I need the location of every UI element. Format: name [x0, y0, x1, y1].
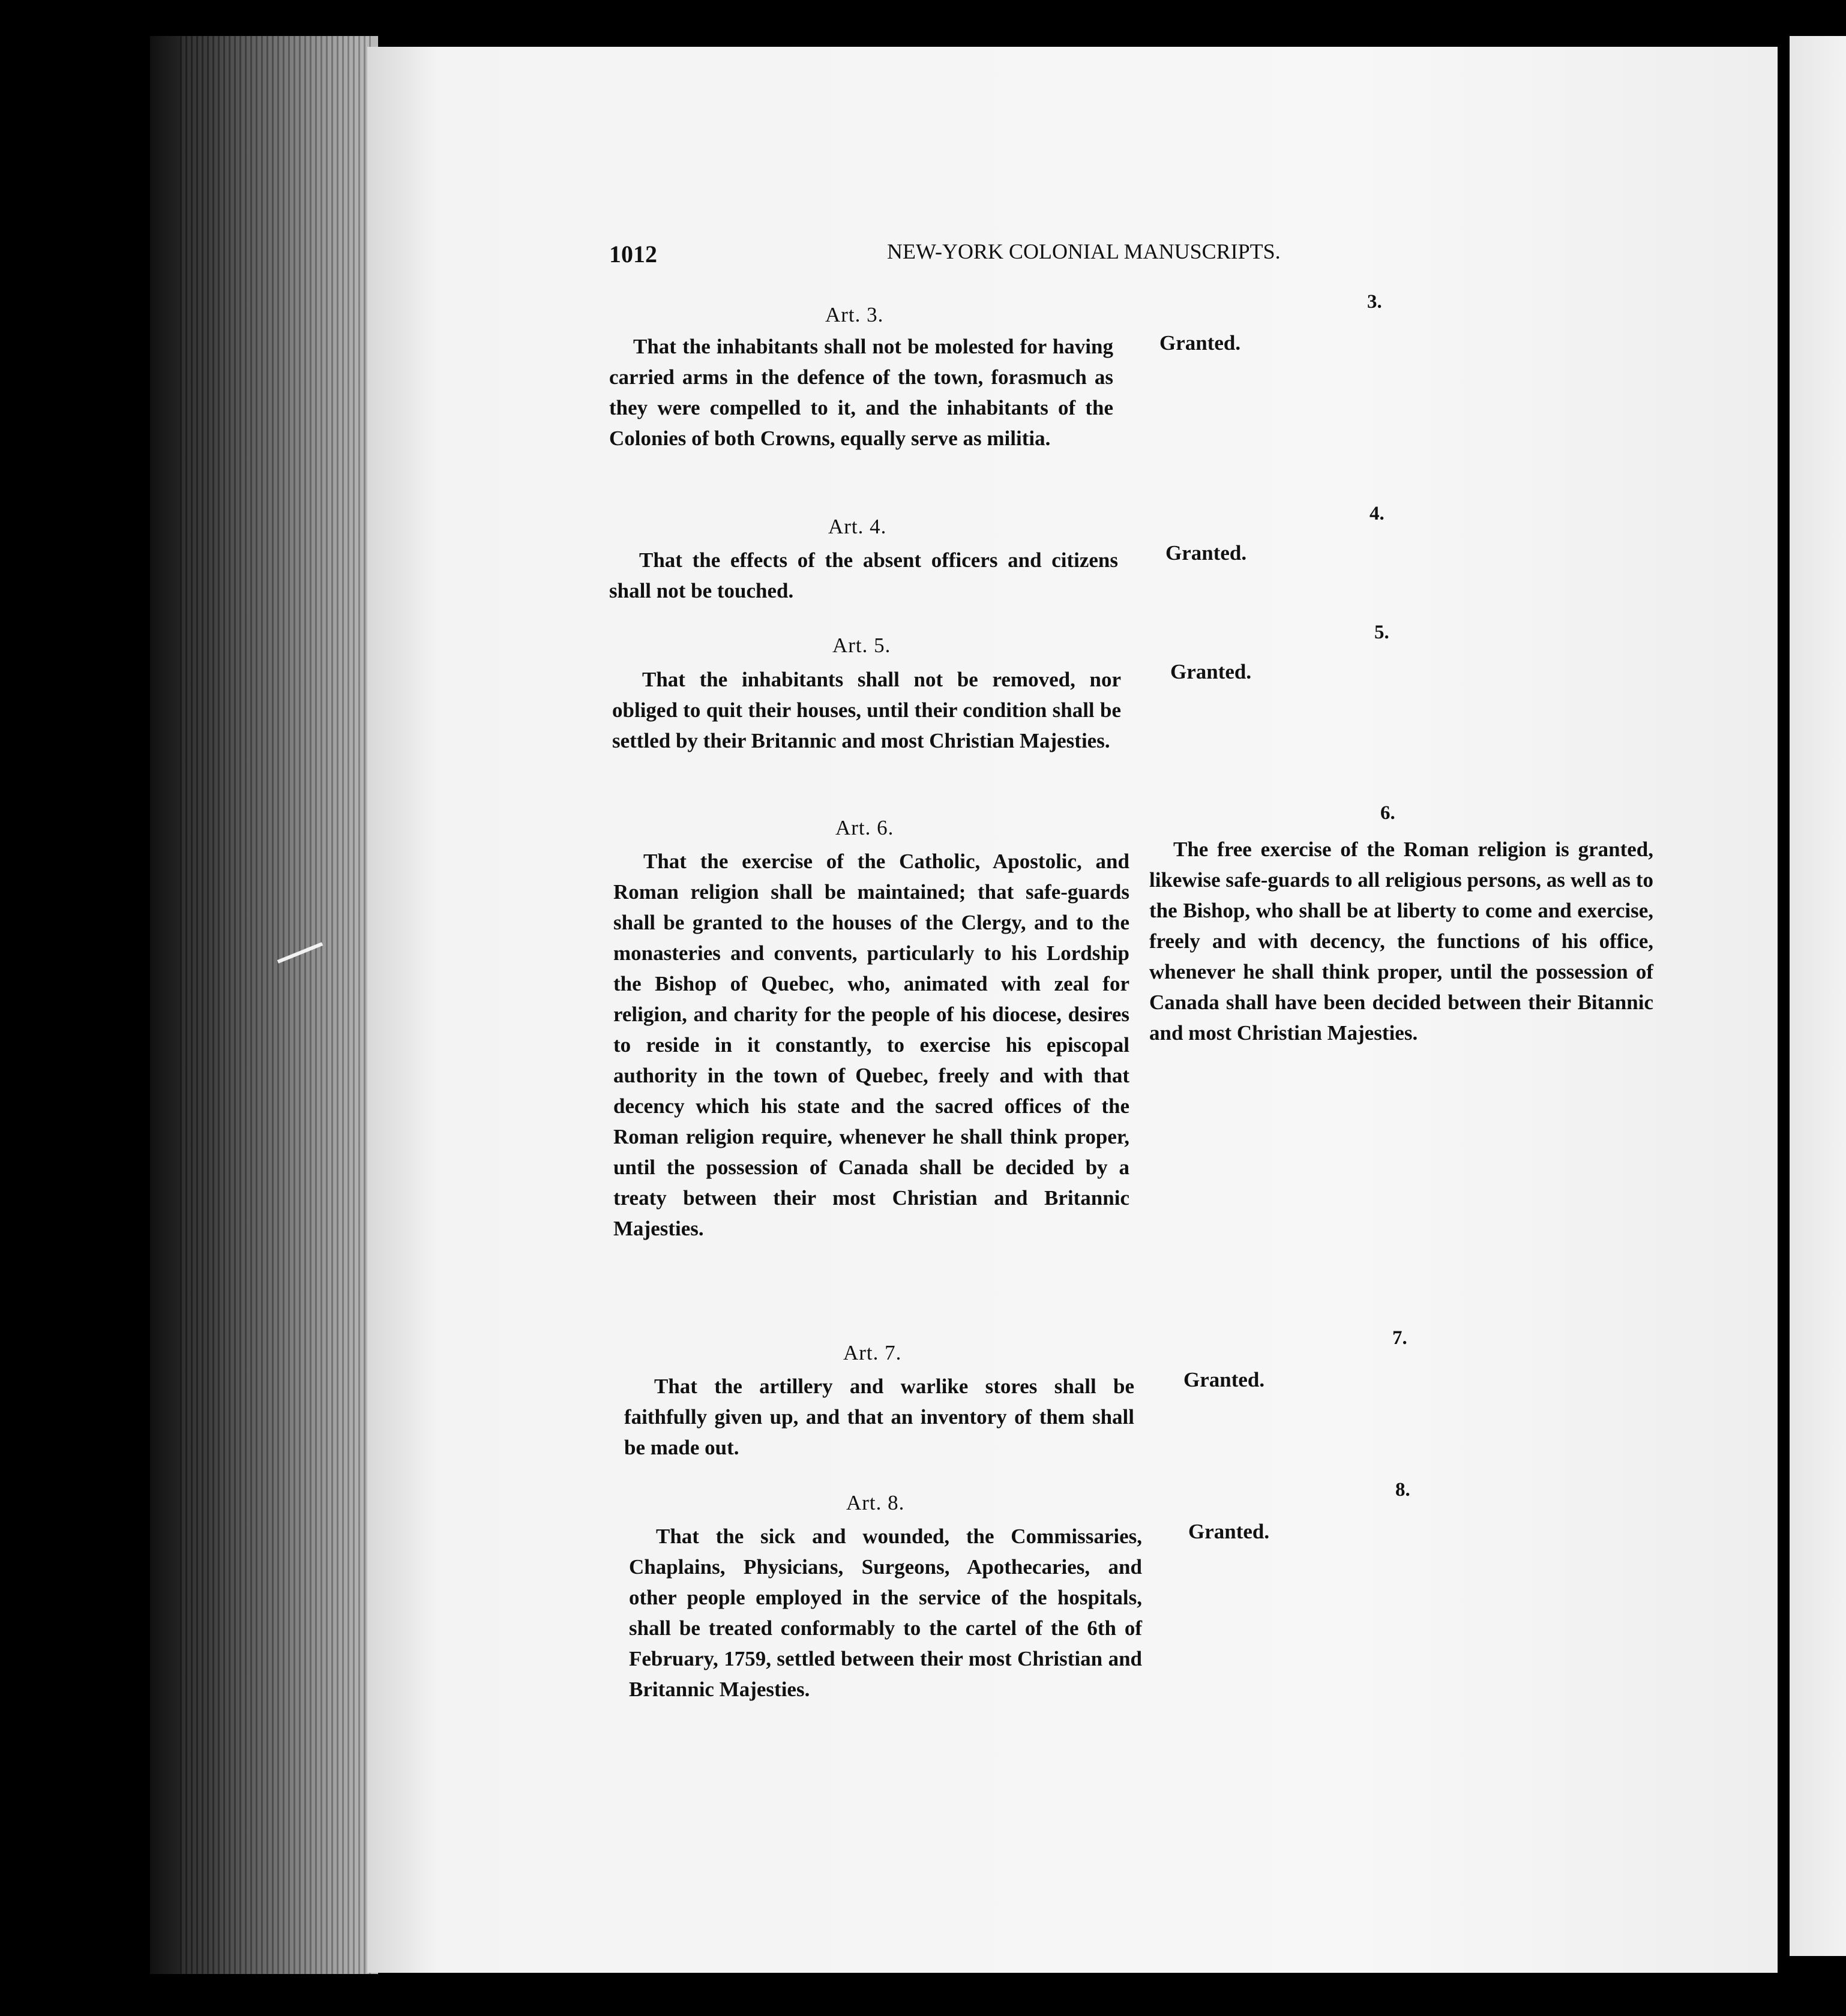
article-number: 5. [1374, 622, 1389, 643]
facing-page-edge [1790, 36, 1846, 1956]
article-reply: Granted. [1183, 1368, 1265, 1391]
running-title: NEW-YORK COLONIAL MANUSCRIPTS. [887, 239, 1281, 263]
article-reply: Granted. [1165, 541, 1247, 565]
scan-border [0, 1974, 1846, 2016]
article-number: 3. [1367, 291, 1382, 313]
article-heading: Art. 6. [835, 816, 894, 839]
article-text: That the inhabitants shall not be removed, nor obliged to quit their houses, until their condition shall be settled by their Britannic and most Christian Majesties. [612, 668, 1121, 752]
article-text: That the exercise of the Catholic, Apostolic, and Roman religion shall be maintained; that safe-guards shall be granted to the houses of the Clergy, and to the monasteries and convents, particularly to his Lordship the Bishop of Quebec, who, animated with zeal for religion, and charity for the people of his diocese, desires to reside in it constantly, to exercise his episcopal authority in the town of Quebec, freely and with that decency which his state and the sacred offices of the Roman religion require, whenever he shall think proper, until the possession of Canada shall be decided by a treaty between their most Christian and Britannic Majesties. [613, 850, 1129, 1240]
article-reply: The free exercise of the Roman religion is granted, likewise safe-guards to all religious persons, as well as to the Bishop, who shall be at liberty to come and exercise, freely and with decency, the functions of his office, whenever he shall think proper, until the possession of Canada shall have been decided between their Bitannic and most Christian Majesties. [1149, 838, 1653, 1045]
article-reply: Granted. [1188, 1520, 1270, 1543]
article-heading: Art. 5. [832, 634, 891, 657]
article-heading: Art. 8. [846, 1491, 905, 1514]
article-heading: Art. 7. [843, 1341, 902, 1364]
article-reply: Granted. [1170, 660, 1252, 683]
article-heading: Art. 4. [828, 515, 887, 538]
article-heading: Art. 3. [825, 303, 884, 326]
article-reply: Granted. [1159, 331, 1241, 355]
article-text: That the effects of the absent officers and citizens shall not be touched. [609, 548, 1118, 602]
page-edges [180, 36, 372, 1974]
article-text: That the artillery and warlike stores shall be faithfully given up, and that an inventory of them shall be made out. [624, 1375, 1134, 1459]
article-number: 8. [1395, 1479, 1410, 1501]
page-number: 1012 [609, 241, 657, 268]
article-text: That the sick and wounded, the Commissaries, Chaplains, Physicians, Surgeons, Apothecaries, and other people employed in the service of the hospitals, shall be treated conformably to the cartel of the 6th of February, 1759, settled between their most Christian and Britannic Majesties. [629, 1525, 1142, 1701]
article-number: 6. [1380, 802, 1395, 824]
article-number: 7. [1392, 1327, 1407, 1349]
page-gutter [1778, 24, 1790, 1980]
article-text: That the inhabitants shall not be molested for having carried arms in the defence of the town, forasmuch as they were compelled to it, and the inhabitants of the Colonies of both Crowns, equally serve as militia. [609, 335, 1113, 450]
article-number: 4. [1369, 503, 1384, 524]
